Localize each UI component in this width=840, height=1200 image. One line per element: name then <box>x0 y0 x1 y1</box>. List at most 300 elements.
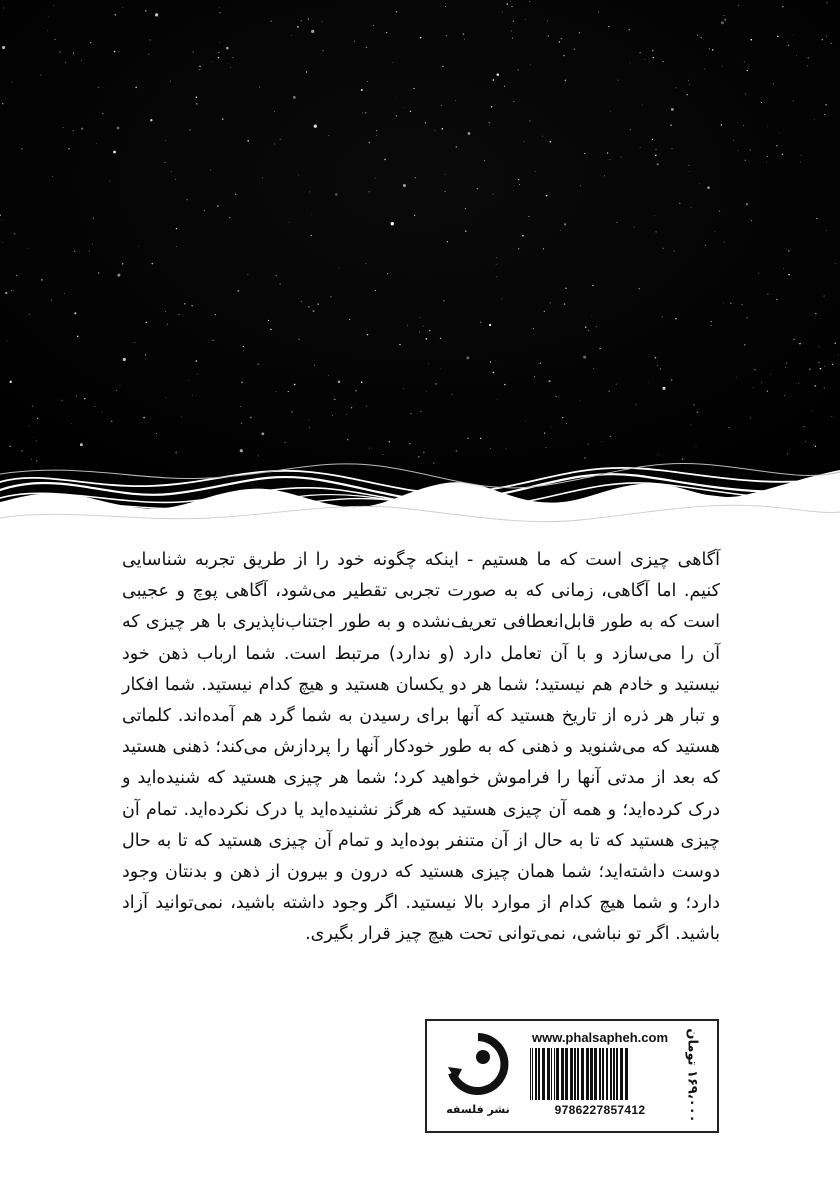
star <box>276 391 277 392</box>
star <box>443 300 444 301</box>
star <box>329 135 330 136</box>
price-text: ۱۶۹،۰۰۰ تومان <box>684 1027 700 1123</box>
star <box>824 296 825 297</box>
star <box>143 417 145 419</box>
star <box>28 426 29 427</box>
star <box>362 113 363 114</box>
star <box>135 87 137 89</box>
star <box>165 162 166 163</box>
star <box>21 148 22 149</box>
star <box>197 374 198 375</box>
star <box>693 404 694 405</box>
star <box>189 129 190 130</box>
star <box>16 275 17 276</box>
star <box>592 315 593 316</box>
star <box>815 446 817 448</box>
star <box>809 369 810 370</box>
star <box>518 179 519 180</box>
star <box>832 416 833 417</box>
star <box>419 332 420 333</box>
star <box>711 321 712 322</box>
star <box>241 382 243 384</box>
star <box>533 328 534 329</box>
star <box>490 448 491 449</box>
star <box>165 311 166 312</box>
star <box>832 364 833 365</box>
star <box>120 385 121 386</box>
star <box>34 437 35 438</box>
star <box>598 12 599 13</box>
barcode-bar <box>625 1048 628 1100</box>
star <box>496 276 497 277</box>
star <box>311 235 312 236</box>
star <box>274 144 275 145</box>
star <box>425 122 426 123</box>
star <box>826 104 827 105</box>
star <box>14 233 15 234</box>
star <box>776 145 777 146</box>
star <box>314 365 315 366</box>
star <box>389 441 391 443</box>
star <box>392 62 393 63</box>
star <box>280 139 281 140</box>
star <box>259 86 260 87</box>
star <box>235 194 236 195</box>
star <box>445 174 446 175</box>
star <box>375 178 376 179</box>
star <box>777 36 779 38</box>
star <box>40 74 41 75</box>
star <box>435 383 436 384</box>
star <box>550 141 552 143</box>
star <box>793 35 794 36</box>
star <box>117 274 120 277</box>
star <box>534 376 535 377</box>
star <box>92 244 93 245</box>
star <box>456 450 457 451</box>
star <box>314 125 317 128</box>
star <box>524 141 525 142</box>
star <box>2 103 3 104</box>
star <box>2 46 5 49</box>
star <box>349 319 350 320</box>
star <box>835 343 836 344</box>
star <box>724 19 726 21</box>
star <box>138 246 139 247</box>
star <box>722 66 723 67</box>
star <box>233 57 234 58</box>
star <box>74 251 75 252</box>
star <box>542 136 543 137</box>
star <box>150 119 152 121</box>
star <box>354 41 355 42</box>
star <box>407 325 408 326</box>
star <box>660 368 661 369</box>
barcode-bar <box>581 1048 584 1100</box>
barcode-bar <box>602 1048 604 1100</box>
star <box>382 454 383 455</box>
star <box>745 93 746 94</box>
star <box>493 79 495 81</box>
star <box>376 135 377 136</box>
star <box>2 242 3 243</box>
star <box>753 387 754 388</box>
star <box>691 425 692 426</box>
barcode-bar <box>570 1048 573 1100</box>
star <box>671 148 672 149</box>
star <box>90 42 91 43</box>
star <box>367 334 368 335</box>
star <box>805 441 806 442</box>
star <box>215 314 216 315</box>
star <box>579 32 580 33</box>
star <box>793 100 794 101</box>
star <box>404 107 405 108</box>
star <box>243 346 244 347</box>
star <box>616 384 617 385</box>
star <box>747 70 748 71</box>
star <box>49 17 50 18</box>
star <box>566 423 567 424</box>
star <box>210 170 211 171</box>
star <box>102 412 103 413</box>
star <box>751 39 753 41</box>
barcode-bar <box>547 1048 550 1100</box>
star <box>428 363 429 364</box>
star <box>648 382 649 383</box>
star <box>196 360 198 362</box>
star <box>723 15 724 16</box>
star <box>145 10 146 11</box>
star <box>535 171 536 172</box>
star <box>655 357 656 358</box>
star <box>609 391 610 392</box>
star <box>662 316 663 317</box>
star <box>738 5 739 6</box>
star <box>653 57 654 58</box>
star <box>257 364 258 365</box>
star <box>801 155 802 156</box>
star <box>640 147 641 148</box>
star <box>788 250 790 252</box>
star <box>600 348 601 349</box>
star <box>610 436 611 437</box>
star <box>715 231 716 232</box>
star <box>429 330 430 331</box>
star <box>511 30 512 31</box>
star <box>709 48 711 50</box>
star <box>782 6 783 7</box>
star <box>819 346 820 347</box>
star <box>59 51 60 52</box>
star <box>744 344 745 345</box>
star <box>671 108 674 111</box>
star <box>323 50 324 51</box>
star <box>403 184 406 187</box>
star <box>489 122 490 123</box>
star <box>240 449 243 452</box>
star <box>175 179 176 180</box>
star <box>175 452 176 453</box>
star <box>563 55 565 57</box>
star <box>188 380 189 381</box>
star <box>399 344 400 345</box>
star <box>721 21 724 24</box>
star <box>675 318 676 319</box>
star <box>293 96 296 99</box>
star <box>820 368 821 369</box>
star <box>418 456 420 458</box>
star <box>114 51 115 52</box>
star <box>688 165 689 166</box>
star <box>420 37 422 39</box>
star <box>338 381 341 384</box>
star <box>588 330 589 331</box>
star <box>550 427 551 428</box>
star <box>96 143 97 144</box>
star <box>413 88 414 89</box>
star <box>32 406 33 407</box>
star <box>565 288 566 289</box>
star <box>830 43 831 44</box>
star <box>799 343 801 345</box>
star <box>445 191 446 192</box>
star <box>64 293 65 294</box>
star <box>456 146 457 147</box>
star <box>11 290 12 291</box>
star <box>655 155 657 157</box>
star <box>496 257 497 258</box>
star <box>146 322 148 324</box>
star <box>212 340 213 341</box>
star <box>793 339 794 340</box>
barcode-bar <box>561 1048 564 1100</box>
star <box>733 140 734 141</box>
star <box>218 57 220 59</box>
star <box>560 230 561 231</box>
star <box>782 154 783 155</box>
star <box>504 86 505 87</box>
star <box>700 37 702 39</box>
star <box>824 366 825 367</box>
star <box>544 432 545 433</box>
star <box>588 444 589 445</box>
star <box>361 381 363 383</box>
star <box>204 210 205 211</box>
star <box>170 81 171 82</box>
star <box>815 313 816 314</box>
star <box>426 338 427 339</box>
star <box>36 460 37 461</box>
star <box>798 383 799 384</box>
star <box>80 443 83 446</box>
star <box>355 390 357 392</box>
star <box>640 52 641 53</box>
star <box>689 84 690 85</box>
star <box>750 417 751 418</box>
barcode-bar <box>542 1048 545 1100</box>
star <box>366 263 367 264</box>
star <box>71 423 72 424</box>
star <box>814 119 815 120</box>
star <box>766 162 767 163</box>
star <box>291 35 292 36</box>
barcode-bar <box>594 1048 597 1100</box>
star <box>369 191 370 192</box>
star <box>294 384 296 386</box>
publisher-logo <box>438 1029 518 1099</box>
star <box>463 33 464 34</box>
star <box>351 407 352 408</box>
star <box>811 411 812 412</box>
barcode-bar <box>565 1048 568 1100</box>
star <box>181 417 182 418</box>
star <box>528 216 529 217</box>
star <box>268 320 269 321</box>
star <box>308 420 309 421</box>
star <box>219 42 220 43</box>
star <box>165 140 166 141</box>
star <box>1 220 2 221</box>
star <box>679 203 680 204</box>
star <box>662 387 665 390</box>
star <box>610 111 611 112</box>
barcode-bar <box>610 1048 612 1100</box>
star <box>369 142 371 144</box>
star <box>196 103 197 104</box>
star <box>490 361 491 362</box>
star <box>529 120 530 121</box>
star <box>550 302 551 303</box>
star <box>559 41 560 42</box>
star <box>652 50 654 52</box>
star <box>410 413 411 414</box>
star <box>176 246 177 247</box>
star <box>751 220 752 221</box>
star <box>111 421 113 423</box>
star <box>543 248 544 249</box>
star <box>150 39 151 40</box>
star <box>564 303 565 304</box>
star <box>657 163 659 165</box>
star <box>313 310 315 312</box>
price-label <box>670 1022 714 1128</box>
star <box>366 47 367 48</box>
star <box>719 210 720 211</box>
star <box>787 453 788 454</box>
star <box>116 390 117 391</box>
star <box>827 2 828 3</box>
star <box>376 130 377 131</box>
star <box>308 18 309 19</box>
star <box>629 29 630 30</box>
star <box>145 354 146 355</box>
star <box>779 133 780 134</box>
star <box>193 52 194 53</box>
star <box>465 208 466 209</box>
star <box>814 385 816 387</box>
star <box>222 118 223 119</box>
star <box>511 6 512 7</box>
star <box>670 124 671 125</box>
star <box>196 96 197 97</box>
star <box>423 326 424 327</box>
logo-dot <box>476 1050 490 1064</box>
barcode-bar <box>606 1048 608 1100</box>
star <box>608 26 609 27</box>
star <box>391 222 394 225</box>
star <box>433 463 434 464</box>
star <box>574 49 575 50</box>
star <box>767 294 768 295</box>
star <box>27 248 28 249</box>
star <box>807 65 808 66</box>
star <box>335 193 337 195</box>
barcode-bar <box>554 1048 555 1100</box>
star <box>529 1 530 2</box>
star <box>607 152 608 153</box>
star <box>110 181 111 182</box>
star <box>54 39 55 40</box>
star <box>800 161 801 162</box>
star <box>501 299 502 300</box>
star <box>403 388 404 389</box>
star <box>580 185 581 186</box>
star <box>465 230 466 231</box>
star <box>384 159 385 160</box>
star <box>547 21 548 22</box>
star <box>93 218 94 219</box>
star <box>464 39 465 40</box>
star <box>688 80 689 81</box>
star <box>730 303 731 304</box>
barcode-bar <box>556 1048 559 1100</box>
publisher-name: نشر فلسفه <box>446 1103 510 1116</box>
star <box>262 177 263 178</box>
star <box>544 311 545 312</box>
barcode-bar <box>616 1048 618 1100</box>
star <box>826 230 827 231</box>
star <box>261 432 264 435</box>
star <box>738 150 739 151</box>
star <box>644 59 645 60</box>
star <box>89 250 90 251</box>
star <box>230 67 231 68</box>
star <box>750 150 751 151</box>
star <box>808 57 809 58</box>
star <box>707 186 709 188</box>
star <box>165 397 166 398</box>
barcode-bar <box>551 1048 552 1100</box>
star <box>451 394 452 395</box>
star <box>530 65 531 66</box>
star <box>84 398 86 400</box>
star <box>824 114 825 115</box>
star <box>818 362 819 363</box>
star <box>652 139 653 140</box>
star <box>768 126 769 127</box>
star <box>328 375 329 376</box>
star <box>98 272 99 273</box>
star <box>155 13 158 16</box>
back-cover-blurb: آگاهی چیزی است که ما هستیم - اینکه چگونه خود را از طریق تجربه شناسایی کنیم. اما آگاهی، زمانی که به صورت تجربی تقطیر می‌شود، آگاهی پوچ و عجیبی است که به طور قابل‌انعطافی تعریف‌نشده و به طور اجتناب‌ناپذیری با هر چیزی که آن را می‌سازد و با آن تعامل دارد (و ندارد) مرتبط است. شما ارباب ذهن خود نیستید و خادم هم نیستید؛ شما هر دو یکسان هستید و هیچ کدام نیستید. شما افکار و تبار هر ذره از تاریخ هستید که آنها برای رسیدن به شما گرد هم آمده‌اند. کلماتی هستید که می‌شنوید و ذهنی که به طور خودکار آنها را پردازش می‌کند؛ ذهنی هستید که بعد از مدتی آنها را فراموش خواهید کرد؛ شما هر چیزی هستید که شنیده‌اید و درک کرده‌اید؛ و همه آن چیزی هستید که هرگز نشنیده‌اید یا درک نکرده‌اید. تمام آن چیزی هستید که تا به حال از آن متنفر بوده‌اید و تمام آن چیزی هستید که تا به حال دوست داشته‌اید؛ شما همان چیزی هستید که درون و بیرون از ذهن و بدنتان وجود دارد؛ و شما هیچ کدام از موارد بالا نیستید. اگر وجود داشته باشید، نمی‌توانید آزاد باشید. اگر تو نباشی، نمی‌توانی تحت هیچ چیز قرار بگیری. <box>122 550 720 945</box>
star <box>824 388 825 389</box>
star <box>773 83 774 84</box>
star <box>237 290 239 292</box>
star <box>525 421 526 422</box>
star <box>654 215 655 216</box>
star <box>736 377 737 378</box>
